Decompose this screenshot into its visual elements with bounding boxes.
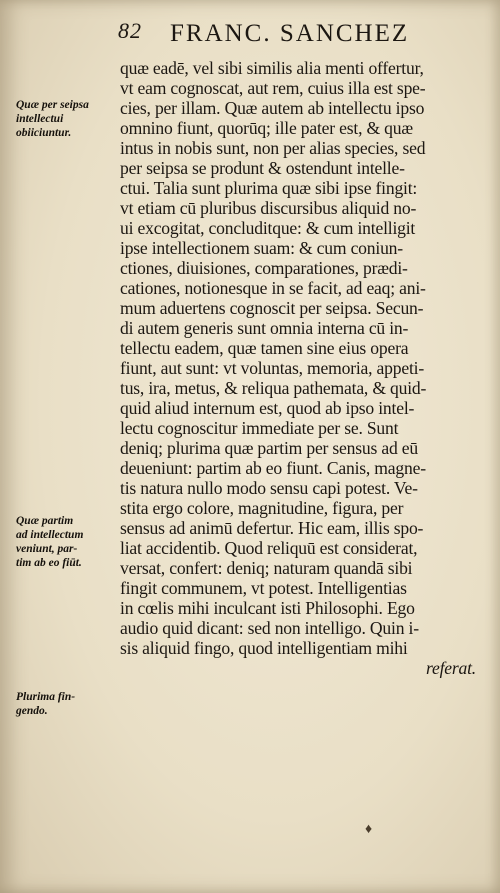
body-text: [120, 58, 492, 678]
margin-note-line: Plurima fin-: [16, 691, 76, 703]
margin-note-per-seipsa: [16, 98, 118, 140]
text-line: fingit communem, vt potest. Intelligentias: [120, 578, 407, 598]
text-line: quæ eadē, vel sibi similis alia menti offertur,: [120, 58, 424, 78]
text-line: intus in nobis sunt, non per alias species, sed: [120, 138, 426, 158]
text-line: per seipsa se produnt & ostendunt intelle-: [120, 158, 405, 178]
text-line: ctiones, diuisiones, comparationes, prædi-: [120, 258, 408, 278]
margin-note-partim: [16, 514, 118, 570]
text-line: vt eam cognoscat, aut rem, cuius illa est spe-: [120, 78, 426, 98]
margin-note-fingendo: [16, 690, 118, 718]
ornament-mark: ♦: [365, 822, 373, 837]
page-header: [118, 18, 458, 48]
text-line: tus, ira, metus, & reliqua pathemata, & quid-: [120, 378, 427, 398]
text-line: fiunt, aut sunt: vt voluntas, memoria, appeti-: [120, 358, 425, 378]
text-line: lectu cognoscitur immediate per se. Sunt: [120, 418, 399, 438]
margin-note-line: gendo.: [16, 705, 48, 717]
text-line: omnino fiunt, quorūq; ille pater est, & quæ: [120, 118, 413, 138]
margin-note-line: veniunt, par-: [16, 543, 78, 555]
margin-note-line: ad intellectum: [16, 529, 84, 541]
text-line: liat accidentib. Quod reliquū est considerat,: [120, 538, 418, 558]
text-line: di autem generis sunt omnia interna cū in-: [120, 318, 409, 338]
text-line: in cœlis mihi inculcant isti Philosophi. Ego: [120, 598, 415, 618]
page-number: 82: [118, 18, 142, 43]
margin-note-line: Quæ partim: [16, 515, 74, 527]
text-line: ipse intellectionem suam: & cum coniun-: [120, 238, 403, 258]
text-line: mum aduertens cognoscit per seipsa. Secun-: [120, 298, 424, 318]
text-line: versat, confert: deniq; naturam quandā sibi: [120, 558, 413, 578]
text-line: sensus ad animū defertur. Hic eam, illis spo-: [120, 518, 424, 538]
text-line: deniq; plurima quæ partim per sensus ad eū: [120, 438, 418, 458]
text-line: tellectu eadem, quæ tamen sine eius opera: [120, 338, 409, 358]
text-line: stita ergo colore, magnitudine, figura, per: [120, 498, 404, 518]
text-line: quid aliud internum est, quod ab ipso intel-: [120, 398, 415, 418]
margin-note-line: Quæ per seipsa: [16, 99, 89, 111]
text-line: ctui. Talia sunt plurima quæ sibi ipse fingit:: [120, 178, 418, 198]
text-line: vt etiam cū pluribus discursibus aliquid no-: [120, 198, 417, 218]
text-line: audio quid dicant: sed non intelligo. Quin i-: [120, 618, 419, 638]
text-line: sis aliquid fingo, quod intelligentiam mihi: [120, 638, 408, 658]
text-line: ui excogitat, concluditque: & cum intelligit: [120, 218, 416, 238]
catchword-line: referat.: [425, 658, 476, 678]
margin-note-line: obiiciuntur.: [16, 127, 72, 139]
text-line: cies, per illam. Quæ autem ab intellectu ipso: [120, 98, 425, 118]
text-line: tis natura nullo modo sensu capi potest. Ve-: [120, 478, 418, 498]
running-head: FRANC. SANCHEZ: [170, 20, 410, 47]
margin-note-line: tim ab eo fiūt.: [16, 557, 82, 569]
margin-note-line: intellectui: [16, 113, 64, 125]
text-line: deueniunt: partim ab eo fiunt. Canis, magne-: [120, 458, 426, 478]
text-line: cationes, notionesque in se facit, ad eaq; ani-: [120, 278, 426, 298]
